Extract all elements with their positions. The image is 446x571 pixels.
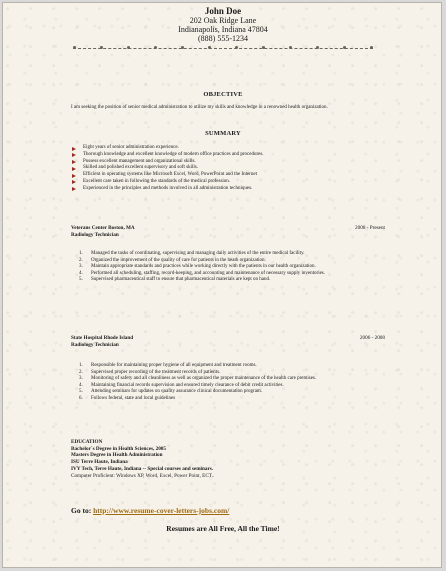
job-2-dates: 2006 - 2008 (359, 335, 385, 341)
summary-list (71, 145, 391, 193)
education-section (71, 439, 391, 479)
education-line: Masters Degree in Health Administration (71, 452, 163, 459)
objective-text: I am seeking the position of senior medical administration to utilize my skills and knowledge in a renowned health organization. (71, 105, 328, 110)
website-link[interactable]: http://www.resume-cover-letters-jobs.com/ (93, 506, 230, 515)
bullet-arrow-icon (72, 153, 76, 157)
job-1-dates: 2008 - Present (355, 225, 385, 231)
list-item: Possess excellent management and organizational skills. (71, 159, 391, 166)
goto-label: Go to: (71, 506, 94, 515)
phone-number: (888) 555-1234 (198, 34, 248, 43)
list-item: 3. Monitoring of safety and all cleanliness as well as organized the proper maintenance of the health care premises. (79, 376, 317, 381)
list-item: Efficient in operating systems like Microsoft Excel, Word, PowerPoint and the Internet (71, 172, 391, 179)
job-2-header (71, 335, 381, 348)
list-item: 4. Performed all scheduling, staffing, record-keeping, and accounting and maintenance of necessary supply inventories. (79, 270, 325, 276)
bullet-arrow-icon (72, 174, 76, 178)
list-item: Experienced in the principles and methods involved in all administration techniques. (71, 186, 391, 193)
list-item: Eight years of senior administration experience. (71, 145, 391, 152)
job-1-title: Radiology Technician (71, 231, 119, 238)
list-item: 3. Maintain appropriate standards and practices while working directly with the patients in our health organization. (79, 264, 316, 269)
list-item: 6. Follows federal, state and local guidelines (79, 395, 176, 401)
list-item: 2. Organized the improvement of the quality of care for patients in the heath organization. (79, 257, 266, 263)
list-item: 5. Supervised pharmaceutical staff to ensure that pharmaceutical materials are kept on hand. (79, 277, 271, 282)
job-1-employer: Veterans Center Boston, MA (71, 225, 135, 231)
job-2-title: Radiology Technician (71, 341, 119, 348)
list-item: 2. Supervised proper recording of the treatment records of patients. (79, 369, 221, 375)
job-2-employer: State Hospital Rhode Island (71, 335, 134, 341)
list-item: Thorough knowledge and excellent knowledge of modern office practices and procedures. (71, 152, 391, 159)
job-1-duties (71, 251, 381, 284)
header-divider-dots (73, 45, 373, 51)
education-line: Bachelor`s Degree in Health Sciences, 2005 (71, 445, 166, 452)
bullet-arrow-icon (72, 147, 76, 151)
street-address: 202 Oak Ridge Lane (189, 16, 257, 25)
tagline: Resumes are All Free, All the Time! (166, 524, 280, 533)
list-item: Excellent care taken in following the standards of the medical profession. (71, 179, 391, 186)
bullet-arrow-icon (72, 180, 76, 184)
list-item: 1. Responsible for maintaining proper hygiene of all equipment and treatment rooms. (79, 363, 257, 368)
resume-page (2, 2, 442, 568)
bullet-arrow-icon (72, 167, 76, 171)
list-item: 4. Maintaining financial records supervision and ensured timely clearance of debit credit activities. (79, 382, 284, 388)
list-item: 5. Attending seminars for updates on quality assurance clinical documentation program. (79, 389, 263, 394)
job-2-duties (71, 363, 381, 402)
city-state-zip: Indianapolis, Indiana 47804 (178, 25, 268, 34)
summary-heading: SUMMARY (205, 130, 241, 137)
education-heading: EDUCATION (71, 439, 103, 445)
list-item: 1. Managed the tasks of coordinating, supervising and managing daily activities of the entire medical facility. (79, 251, 305, 256)
education-line: ISU Terre Haute, Indiana (71, 459, 128, 466)
education-line: Computer Proficient: Windows XP, Word, Excel, Power Point, ECT.. (71, 472, 215, 479)
bullet-arrow-icon (72, 187, 76, 191)
bullet-arrow-icon (72, 160, 76, 164)
job-1-header (71, 225, 381, 238)
applicant-name: John Doe (204, 6, 242, 16)
goto-line (71, 506, 229, 515)
list-item: Skilled and polished excellent supervisory and soft skills. (71, 165, 391, 172)
education-line: IVY Tech, Terre Haute, Indiana -- Special courses and seminars. (71, 465, 214, 472)
objective-heading: OBJECTIVE (203, 91, 243, 98)
